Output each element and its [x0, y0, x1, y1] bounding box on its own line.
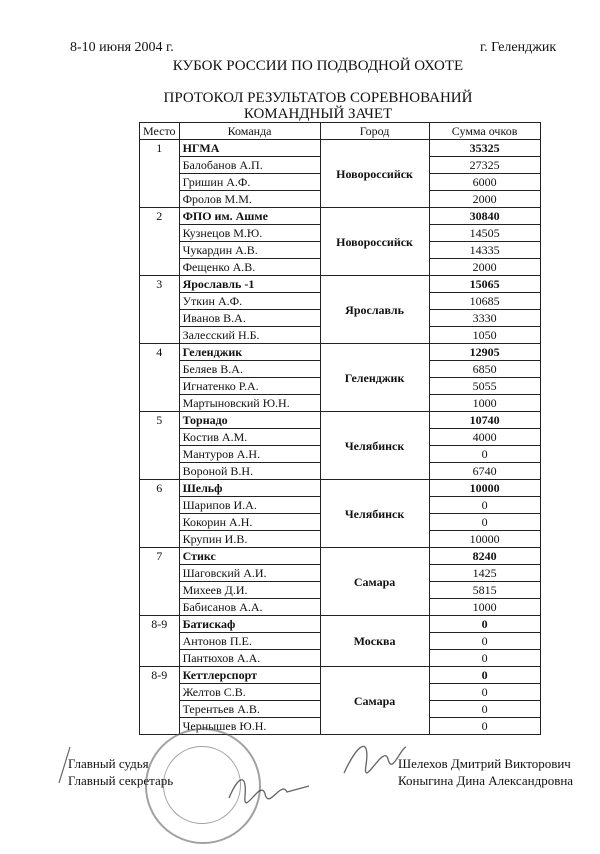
member-name: Кузнецов М.Ю. [179, 225, 320, 242]
team-row [140, 548, 541, 565]
member-name: Мантуров А.Н. [179, 446, 320, 463]
results-body [140, 140, 541, 735]
member-name: Кокорин А.Н. [179, 514, 320, 531]
team-name: Торнадо [179, 412, 320, 429]
team-total: 10740 [429, 412, 540, 429]
member-name: Игнатенко Р.А. [179, 378, 320, 395]
team-row [140, 616, 541, 633]
team-name: Шельф [179, 480, 320, 497]
team-place: 8-9 [140, 667, 180, 735]
team-place: 6 [140, 480, 180, 548]
team-name: Кеттлерспорт [179, 667, 320, 684]
team-city: Новороссийск [320, 140, 429, 208]
document-date: 8-10 июня 2004 г. [70, 40, 174, 55]
protocol-title: ПРОТОКОЛ РЕЗУЛЬТАТОВ СОРЕВНОВАНИЙ [163, 90, 473, 106]
chief-judge-name: Шелехов Дмитрий Викторович [398, 756, 571, 771]
member-score: 6000 [429, 174, 540, 191]
member-score: 14505 [429, 225, 540, 242]
chief-judge-label: Главный судья [68, 756, 149, 771]
member-score: 1425 [429, 565, 540, 582]
member-score: 4000 [429, 429, 540, 446]
team-total: 10000 [429, 480, 540, 497]
team-place: 2 [140, 208, 180, 276]
member-name: Вороной В.Н. [179, 463, 320, 480]
chief-secretary-name: Коныгина Дина Александровна [398, 773, 574, 788]
member-score: 27325 [429, 157, 540, 174]
member-name: Залесский Н.Б. [179, 327, 320, 344]
member-name: Крупин И.В. [179, 531, 320, 548]
team-city: Челябинск [320, 412, 429, 480]
member-score: 10685 [429, 293, 540, 310]
member-name: Костив А.М. [179, 429, 320, 446]
team-name: Ярославль -1 [179, 276, 320, 293]
member-name: Шаговский А.И. [179, 565, 320, 582]
member-name: Бабисанов А.А. [179, 599, 320, 616]
member-score: 0 [429, 446, 540, 463]
member-score: 2000 [429, 259, 540, 276]
team-name: НГМА [179, 140, 320, 157]
member-score: 1000 [429, 395, 540, 412]
team-name: ФПО им. Ашме [179, 208, 320, 225]
team-city: Ярославль [320, 276, 429, 344]
member-score: 0 [429, 718, 540, 735]
member-score: 0 [429, 633, 540, 650]
team-place: 8-9 [140, 616, 180, 667]
member-name: Уткин А.Ф. [179, 293, 320, 310]
signature-judge [340, 735, 410, 780]
team-place: 1 [140, 140, 180, 208]
member-name: Беляев В.А. [179, 361, 320, 378]
team-city: Москва [320, 616, 429, 667]
column-header-team: Команда [179, 123, 320, 140]
team-row [140, 276, 541, 293]
team-row [140, 208, 541, 225]
team-place: 7 [140, 548, 180, 616]
member-score: 6850 [429, 361, 540, 378]
member-name: Антонов П.Е. [179, 633, 320, 650]
table-header-row [140, 123, 541, 140]
member-name: Фролов М.М. [179, 191, 320, 208]
member-score: 10000 [429, 531, 540, 548]
team-city: Челябинск [320, 480, 429, 548]
team-total: 15065 [429, 276, 540, 293]
team-row [140, 140, 541, 157]
team-row [140, 480, 541, 497]
member-score: 6740 [429, 463, 540, 480]
column-header-total: Сумма очков [429, 123, 540, 140]
member-name: Пантюхов А.А. [179, 650, 320, 667]
member-score: 1000 [429, 599, 540, 616]
signature-secretary [225, 768, 315, 808]
team-total: 35325 [429, 140, 540, 157]
member-score: 14335 [429, 242, 540, 259]
cup-title: КУБОК РОССИИ ПО ПОДВОДНОЙ ОХОТЕ [172, 58, 464, 74]
member-score: 3330 [429, 310, 540, 327]
team-row [140, 667, 541, 684]
member-score: 5815 [429, 582, 540, 599]
member-name: Чукардин А.В. [179, 242, 320, 259]
results-table [139, 122, 541, 735]
team-total: 30840 [429, 208, 540, 225]
member-score: 2000 [429, 191, 540, 208]
team-place: 4 [140, 344, 180, 412]
document-city: г. Геленджик [480, 40, 557, 55]
member-name: Чернышев Ю.Н. [179, 718, 320, 735]
column-header-city: Город [320, 123, 429, 140]
member-name: Михеев Д.И. [179, 582, 320, 599]
team-total: 0 [429, 616, 540, 633]
member-name: Мартыновский Ю.Н. [179, 395, 320, 412]
team-total: 12905 [429, 344, 540, 361]
team-place: 5 [140, 412, 180, 480]
team-row [140, 344, 541, 361]
member-name: Фещенко А.В. [179, 259, 320, 276]
team-city: Самара [320, 667, 429, 735]
chief-secretary-label: Главный секретарь [68, 773, 174, 788]
member-name: Балобанов А.П. [179, 157, 320, 174]
member-name: Шарипов И.А. [179, 497, 320, 514]
signature-mark-left [55, 745, 75, 785]
member-name: Терентьев А.В. [179, 701, 320, 718]
member-name: Иванов В.А. [179, 310, 320, 327]
member-name: Гришин А.Ф. [179, 174, 320, 191]
member-score: 0 [429, 684, 540, 701]
member-score: 0 [429, 650, 540, 667]
member-score: 5055 [429, 378, 540, 395]
member-name: Желтов С.В. [179, 684, 320, 701]
team-city: Геленджик [320, 344, 429, 412]
protocol-subtitle: КОМАНДНЫЙ ЗАЧЕТ [243, 106, 393, 122]
team-total: 8240 [429, 548, 540, 565]
team-name: Геленджик [179, 344, 320, 361]
team-name: Стикс [179, 548, 320, 565]
team-city: Новороссийск [320, 208, 429, 276]
member-score: 1050 [429, 327, 540, 344]
member-score: 0 [429, 497, 540, 514]
team-total: 0 [429, 667, 540, 684]
team-row [140, 412, 541, 429]
team-place: 3 [140, 276, 180, 344]
member-score: 0 [429, 701, 540, 718]
column-header-place: Место [140, 123, 180, 140]
member-score: 0 [429, 514, 540, 531]
team-city: Самара [320, 548, 429, 616]
team-name: Батискаф [179, 616, 320, 633]
